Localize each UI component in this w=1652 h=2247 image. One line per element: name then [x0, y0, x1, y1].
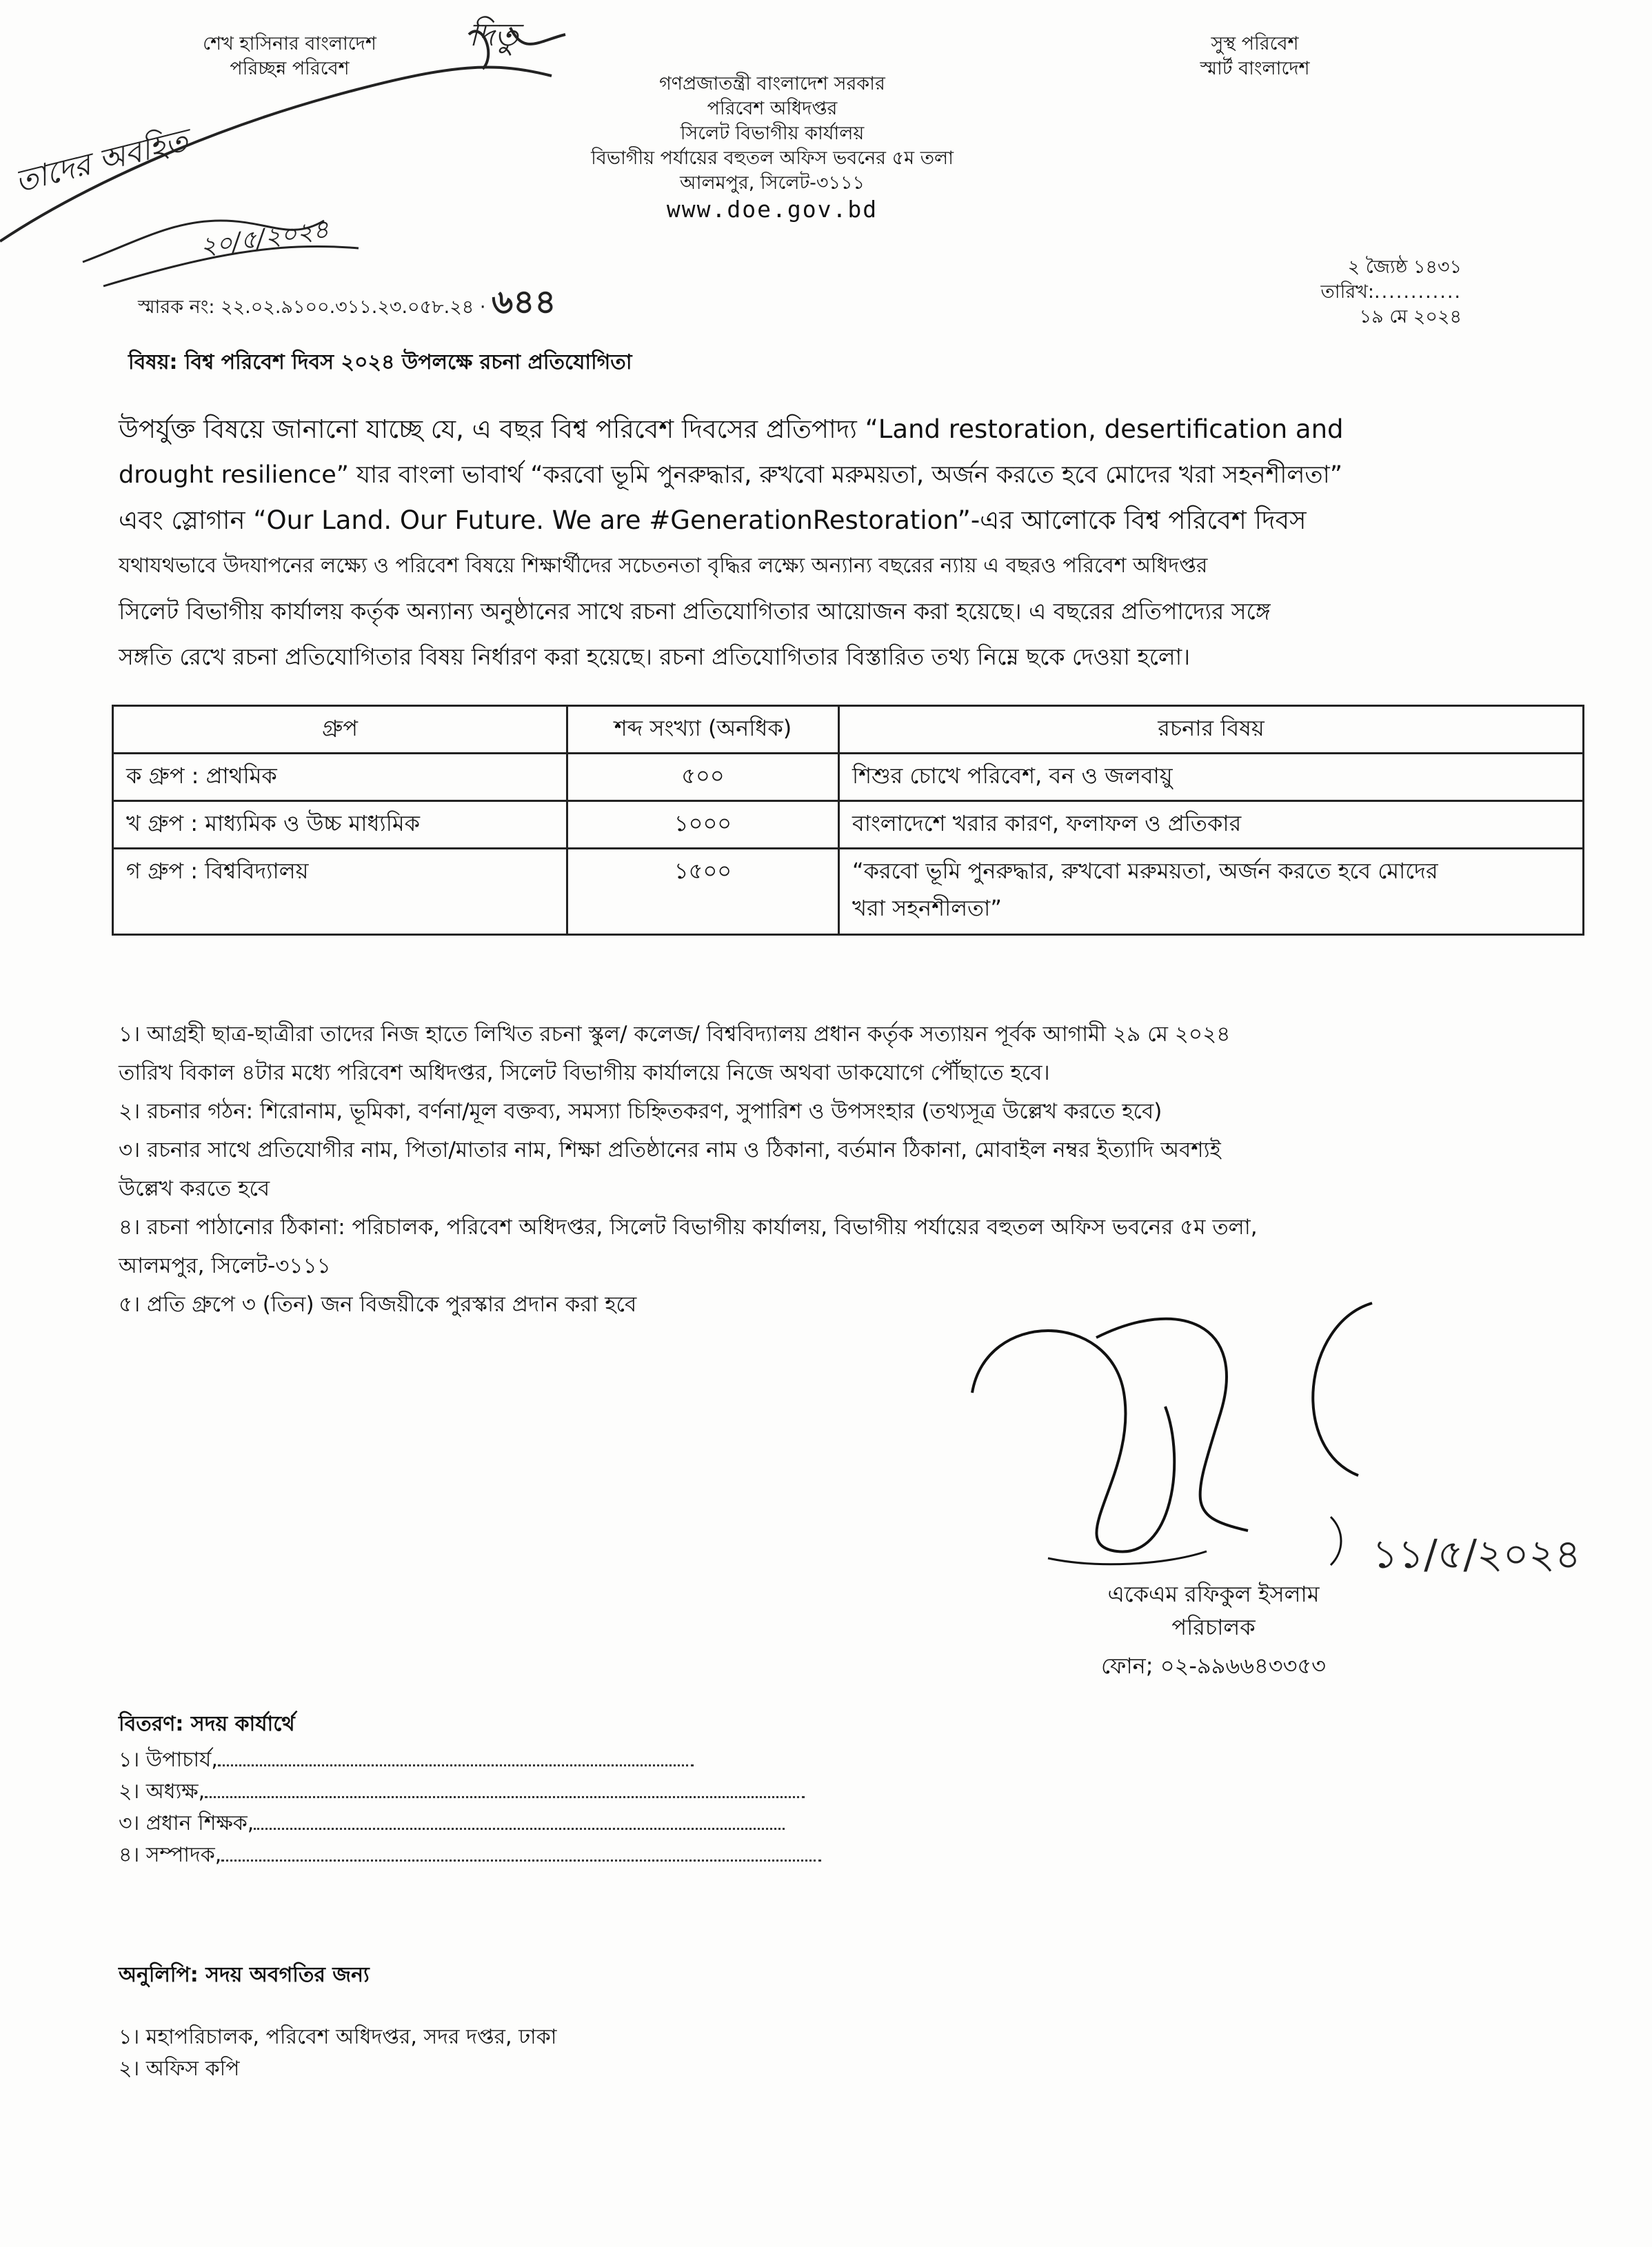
date-block — [1172, 255, 1462, 330]
distribution-item: ৩। প্রধান শিক্ষক, — [119, 1811, 254, 1835]
date-label: তারিখ: — [1320, 281, 1374, 303]
table-header-group: গ্রুপ — [113, 706, 567, 754]
rule-line: ৩। রচনার সাথে প্রতিযোগীর নাম, পিতা/মাতার নাম, শিক্ষা প্রতিষ্ঠানের নাম ও ঠিকানা, বর্তমান ঠিকানা, মোবাইল নম্বর ইত্যাদি অবশ্যই — [119, 1138, 1221, 1162]
competition-table — [112, 705, 1584, 936]
handwritten-note-text: তাদের অবহিত — [11, 122, 192, 200]
org-line5: আলমপুর, সিলেট-৩১১১ — [679, 172, 865, 194]
signature-date: ১১/৫/২০২৪ — [1372, 1531, 1581, 1578]
body-line: যথাযথভাবে উদযাপনের লক্ষ্যে ও পরিবেশ বিষয়ে শিক্ষার্থীদের সচেতনতা বৃদ্ধির লক্ষ্যে অন্যান্য বছরের ন্যায় এ বছরও পরিবেশ অধিদপ্তর — [119, 554, 1208, 578]
distribution-block — [119, 1709, 821, 1871]
copy-heading: অনুলিপি: সদয় অবগতির জন্য — [119, 1963, 370, 1987]
body-line: এবং স্লোগান “Our Land. Our Future. We are #GenerationRestoration”-এর আলোকে বিশ্ব পরিবেশ দিবস — [119, 505, 1307, 535]
table-cell-words: ১৫০০ — [567, 849, 839, 935]
rule-line: আলমপুর, সিলেট-৩১১১ — [119, 1253, 331, 1278]
distribution-item: ১। উপাচার্য, — [119, 1748, 218, 1772]
table-cell-topic-line1: “করবো ভূমি পুনরুদ্ধার, রুখবো মরুময়তা, অর্জন করতে হবে মোদের — [852, 858, 1438, 884]
rule-line: তারিখ বিকাল ৪টার মধ্যে পরিবেশ অধিদপ্তর, সিলেট বিভাগীয় কার্যালয়ে নিজে অথবা ডাকযোগে পৌঁছাতে হবে। — [119, 1060, 1050, 1085]
slogan-right-line1: সুস্থ পরিবেশ — [1211, 33, 1299, 54]
signature-graphic — [958, 1296, 1427, 1572]
rule-line: উল্লেখ করতে হবে — [119, 1176, 270, 1201]
date-bangla: ২ জ্যৈষ্ঠ ১৪৩১ — [1347, 256, 1462, 278]
table-cell-group: ক গ্রুপ : প্রাথমিক — [113, 754, 567, 801]
table-row — [113, 754, 1584, 801]
table-cell-words: ৫০০ — [567, 754, 839, 801]
distribution-item: ৪। সম্পাদক, — [119, 1843, 222, 1867]
copy-item: ১। মহাপরিচালক, পরিবেশ অধিদপ্তর, সদর দপ্তর, ঢাকা — [119, 2025, 557, 2049]
fill-line — [254, 1821, 785, 1830]
body-paragraph — [119, 407, 1580, 680]
table-cell-topic-line2: খরা সহনশীলতা” — [852, 895, 1002, 921]
memo-ref-number: স্মারক নং: ২২.০২.৯১০০.৩১১.২৩.০৫৮.২৪ · — [138, 296, 486, 318]
table-header-topic: রচনার বিষয় — [839, 706, 1584, 754]
signatory-title: পরিচালক — [1171, 1614, 1256, 1640]
memo-ref-handwritten: ৬৪৪ — [492, 283, 556, 321]
org-line3: সিলেট বিভাগীয় কার্যালয় — [680, 123, 865, 144]
date-english: ১৯ মে ২০২৪ — [1359, 306, 1462, 328]
handwritten-scribble: দিতু — [469, 16, 518, 53]
table-cell-topic: বাংলাদেশে খরার কারণ, ফলাফল ও প্রতিকার — [839, 801, 1584, 849]
copy-item: ২। অফিস কপি — [119, 2057, 240, 2081]
fill-line — [205, 1789, 805, 1798]
rules-list — [119, 1015, 1594, 1324]
rule-line: ২। রচনার গঠন: শিরোনাম, ভূমিকা, বর্ণনা/মূল বক্তব্য, সমস্যা চিহ্নিতকরণ, সুপারিশ ও উপসংহার (তথ্যসূত্র উল্লেখ করতে হবে) — [119, 1099, 1162, 1124]
org-line2: পরিবেশ অধিদপ্তর — [707, 98, 838, 119]
table-header-words: শব্দ সংখ্যা (অনধিক) — [567, 706, 839, 754]
website-url: www.doe.gov.bd — [666, 196, 878, 223]
slogan-left-line2: পরিচ্ছন্ন পরিবেশ — [230, 58, 350, 79]
org-line4: বিভাগীয় পর্যায়ের বহুতল অফিস ভবনের ৫ম তলা — [591, 148, 954, 169]
rule-line: ১। আগ্রহী ছাত্র-ছাত্রীরা তাদের নিজ হাতে লিখিত রচনা স্কুল/ কলেজ/ বিশ্ববিদ্যালয় প্রধান কর্তৃক সত্যায়ন পূর্বক আগামী ২৯ মে ২০২৪ — [119, 1022, 1231, 1047]
org-line1: গণপ্রজাতন্ত্রী বাংলাদেশ সরকার — [659, 73, 885, 94]
copy-block — [119, 1959, 556, 2085]
distribution-item: ২। অধ্যক্ষ, — [119, 1780, 205, 1804]
body-line: সিলেট বিভাগীয় কার্যালয় কর্তৃক অন্যান্য অনুষ্ঠানের সাথে রচনা প্রতিযোগিতার আয়োজন করা হয়েছে। এ বছরের প্রতিপাদ্যের সঙ্গে — [119, 598, 1271, 625]
slogan-right — [1165, 32, 1344, 81]
table-cell-group: গ গ্রুপ : বিশ্ববিদ্যালয় — [113, 849, 567, 935]
table-cell-topic — [839, 849, 1584, 935]
body-line: drought resilience” যার বাংলা ভাবার্থ “করবো ভূমি পুনরুদ্ধার, রুখবো মরুময়তা, অর্জন করতে হবে মোদের খরা সহনশীলতা” — [119, 461, 1342, 489]
table-cell-group: খ গ্রুপ : মাধ্যমিক ও উচ্চ মাধ্যমিক — [113, 801, 567, 849]
rule-line: ৪। রচনা পাঠানোর ঠিকানা: পরিচালক, পরিবেশ অধিদপ্তর, সিলেট বিভাগীয় কার্যালয়, বিভাগীয় পর্যায়ের বহুতল অফিস ভবনের ৫ম তলা, — [119, 1215, 1258, 1240]
signatory-name: একেএম রফিকুল ইসলাম — [1107, 1581, 1320, 1607]
table-row — [113, 801, 1584, 849]
body-line: সঙ্গতি রেখে রচনা প্রতিযোগিতার বিষয় নির্ধারণ করা হয়েছে। রচনা প্রতিযোগিতার বিস্তারিত তথ্য নিম্নে ছকে দেওয়া হলো। — [119, 643, 1190, 670]
table-header-row — [113, 706, 1584, 754]
table-cell-words: ১০০০ — [567, 801, 839, 849]
table-row — [113, 849, 1584, 935]
slogan-left-line1: শেখ হাসিনার বাংলাদেশ — [203, 33, 376, 54]
date-dots: ............ — [1374, 281, 1462, 303]
signatory-block — [1034, 1578, 1393, 1682]
fill-line — [218, 1757, 694, 1766]
fill-line — [221, 1853, 821, 1862]
signatory-phone: ফোন; ০২-৯৯৬৬৪৩৩৫৩ — [1101, 1653, 1326, 1679]
subject-line: বিষয়: বিশ্ব পরিবেশ দিবস ২০২৪ উপলক্ষে রচনা প্রতিযোগিতা — [128, 350, 632, 374]
rule-line: ৫। প্রতি গ্রুপে ৩ (তিন) জন বিজয়ীকে পুরস্কার প্রদান করা হবে — [119, 1292, 637, 1317]
body-line: উপর্যুক্ত বিষয়ে জানানো যাচ্ছে যে, এ বছর বিশ্ব পরিবেশ দিবসের প্রতিপাদ্য “Land restoration, desertification and — [119, 414, 1344, 444]
distribution-heading: বিতরণ: সদয় কার্যার্থে — [119, 1712, 295, 1736]
slogan-right-line2: স্মার্ট বাংলাদেশ — [1200, 58, 1310, 79]
table-cell-topic: শিশুর চোখে পরিবেশ, বন ও জলবায়ু — [839, 754, 1584, 801]
memo-reference — [138, 283, 556, 321]
handwritten-scribble-date: ২০/৫/২০২৪ — [198, 215, 331, 261]
